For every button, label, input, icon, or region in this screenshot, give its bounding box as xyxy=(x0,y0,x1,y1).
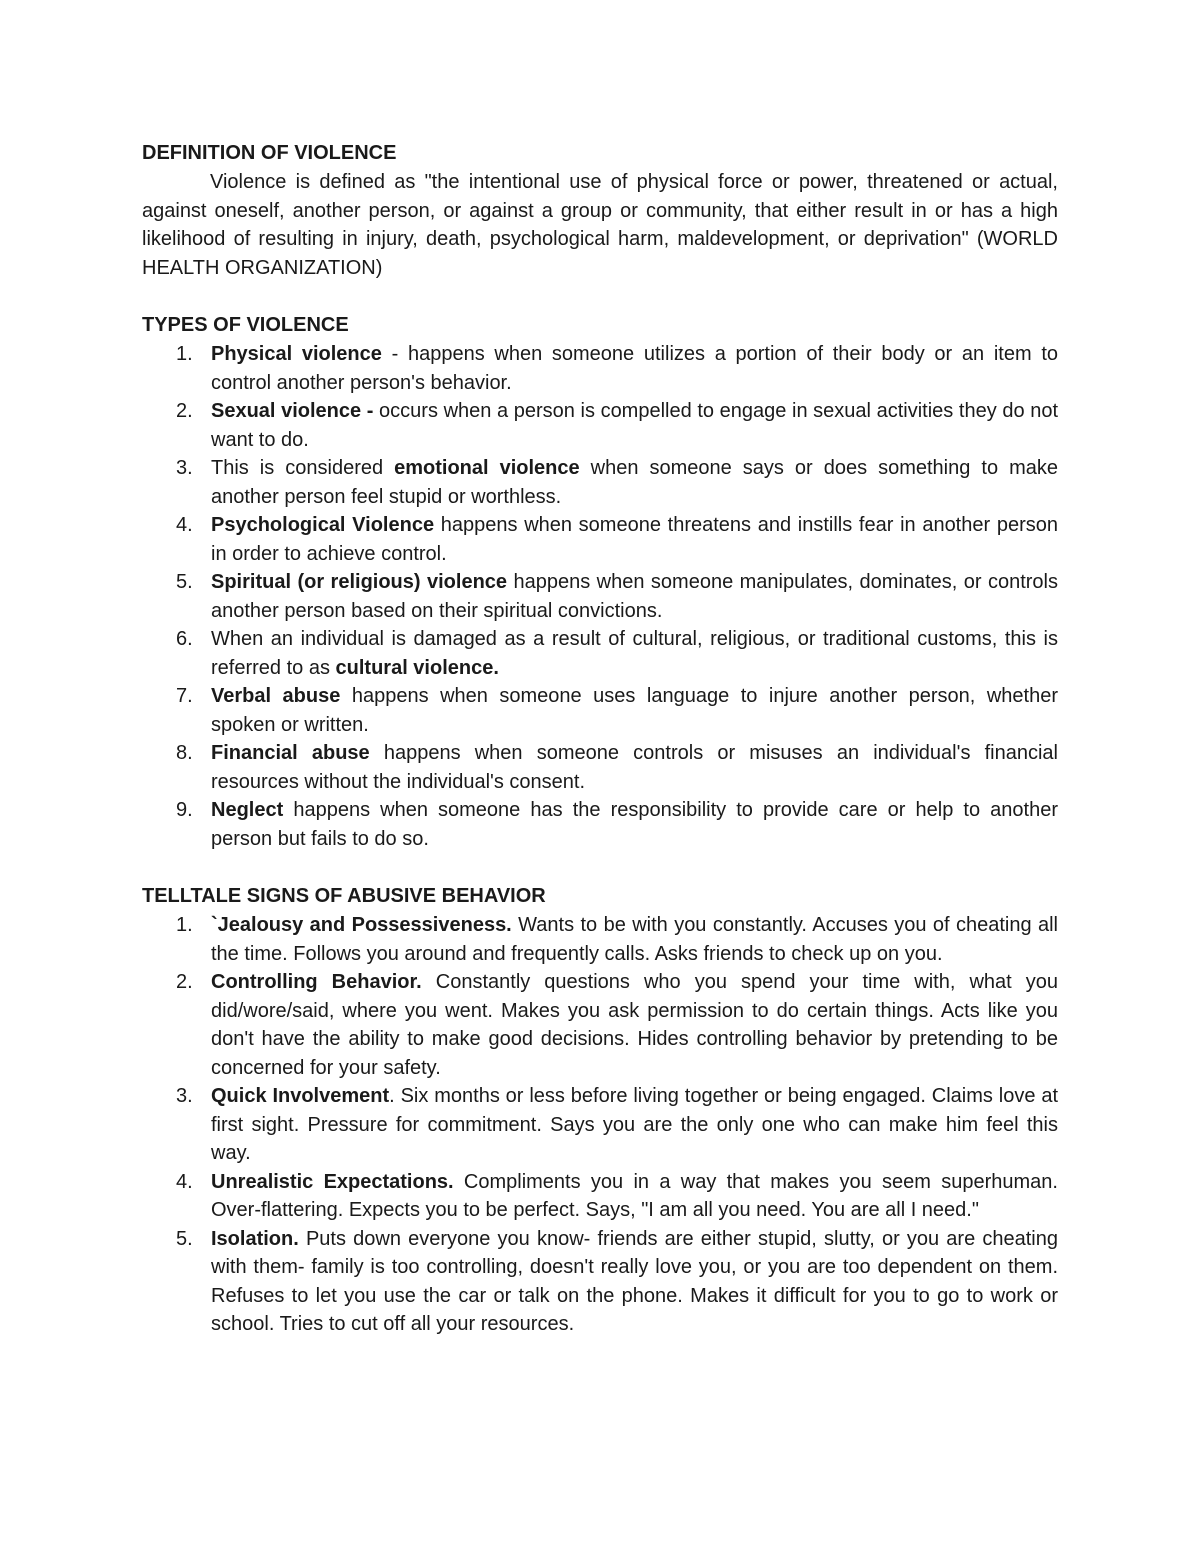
list-term: Controlling Behavior. xyxy=(211,971,422,993)
section-gap xyxy=(142,282,1058,310)
list-text-post: . Six months or less before living together or being engaged. Claims love at first sight. Pressure for commitment. Says you are the only one who can make him feel this way. xyxy=(211,1085,1058,1164)
list-item xyxy=(142,1225,1058,1339)
list-number: 1. xyxy=(176,343,193,365)
list-number: 2. xyxy=(176,400,193,422)
list-term: Verbal abuse xyxy=(211,685,341,707)
list-term: Financial abuse xyxy=(211,742,370,764)
list-term: cultural violence. xyxy=(335,656,499,679)
list-term: Spiritual (or religious) violence xyxy=(211,571,508,593)
list-number: 5. xyxy=(176,1227,193,1250)
list-term: Unrealistic Expectations. xyxy=(211,1170,454,1193)
definition-paragraph: Violence is defined as "the intentional use of physical force or power, threatened or actual, against oneself, another person, or against a group or community, that either result in or has a high likelihood of resulting in injury, death, psychological harm, maldevelopment, or deprivation" (WORLD HEALTH ORGANIZATION) xyxy=(142,171,1058,279)
signs-list xyxy=(142,911,1058,1339)
list-item xyxy=(142,1082,1058,1168)
list-term: Psychological Violence xyxy=(211,514,435,536)
list-number: 7. xyxy=(176,685,193,707)
list-term: Isolation. xyxy=(211,1227,299,1250)
list-number: 8. xyxy=(176,742,193,764)
list-text-post: - happens when someone utilizes a portion of their body or an item to control another person's behavior. xyxy=(211,343,1058,394)
list-number: 6. xyxy=(176,628,193,650)
section-gap xyxy=(142,853,1058,881)
list-item xyxy=(142,397,1058,454)
list-number: 1. xyxy=(176,914,193,936)
list-text-post: happens when someone threatens and instills fear in another person in order to achieve control. xyxy=(211,514,1058,565)
list-item xyxy=(142,340,1058,397)
list-number: 4. xyxy=(176,514,193,536)
list-number: 3. xyxy=(176,1085,193,1107)
list-text-post: occurs when a person is compelled to engage in sexual activities they do not want to do. xyxy=(211,400,1058,451)
list-number: 4. xyxy=(176,1170,193,1193)
list-text-post: Wants to be with you constantly. Accuses you of cheating all the time. Follows you around and frequently calls. Asks friends to check up on you. xyxy=(211,914,1058,965)
list-text-post: Compliments you in a way that makes you seem superhuman. Over-flattering. Expects you to be perfect. Says, "I am all you need. You are all I need." xyxy=(211,1170,1058,1221)
list-text-post: happens when someone controls or misuses an individual's financial resources without the individual's consent. xyxy=(211,742,1058,793)
list-number: 3. xyxy=(176,457,193,479)
list-item xyxy=(142,796,1058,853)
list-text-post: happens when someone uses language to injure another person, whether spoken or written. xyxy=(211,685,1058,736)
list-term: Sexual violence - xyxy=(211,400,374,422)
list-number: 2. xyxy=(176,971,193,993)
list-text-pre: This is considered xyxy=(211,457,395,479)
list-item xyxy=(142,454,1058,511)
list-text-post: happens when someone has the responsibility to provide care or help to another person but fails to do so. xyxy=(211,799,1058,850)
list-text-post: Puts down everyone you know- friends are either stupid, slutty, or you are cheating with them- family is too controlling, doesn't really love you, or you are too dependent on them. Refuses to let you use the car or talk on the phone. Makes it difficult for you to go to work or school. Tries to cut off all your resources. xyxy=(211,1227,1058,1335)
list-text-post: Constantly questions who you spend your time with, what you did/wore/said, where you went. Makes you ask permission to do certain things. Acts like you don't have the ability to make good decisions. Hides controlling behavior by pretending to be concerned for your safety. xyxy=(211,971,1058,1079)
list-item xyxy=(142,911,1058,968)
list-text-post: happens when someone manipulates, dominates, or controls another person based on their spiritual convictions. xyxy=(211,571,1059,622)
list-term: Physical violence xyxy=(211,343,382,365)
list-item xyxy=(142,682,1058,739)
list-term: emotional violence xyxy=(394,457,580,479)
list-item xyxy=(142,1168,1058,1225)
list-term: `Jealousy and Possessiveness. xyxy=(211,914,512,936)
list-text-post: when someone says or does something to make another person feel stupid or worthless. xyxy=(211,457,1058,508)
list-item xyxy=(142,625,1058,682)
list-item xyxy=(142,739,1058,796)
list-number: 9. xyxy=(176,799,193,821)
list-text-pre: When an individual is damaged as a result of cultural, religious, or traditional customs, this is referred to as xyxy=(211,628,1058,679)
types-heading: TYPES OF VIOLENCE xyxy=(142,314,349,336)
signs-heading: TELLTALE SIGNS OF ABUSIVE BEHAVIOR xyxy=(142,885,546,907)
list-item xyxy=(142,968,1058,1082)
list-item xyxy=(142,568,1058,625)
definition-heading: DEFINITION OF VIOLENCE xyxy=(142,142,397,164)
list-number: 5. xyxy=(176,571,193,593)
list-term: Quick Involvement xyxy=(211,1085,390,1107)
list-term: Neglect xyxy=(211,799,284,821)
list-item xyxy=(142,511,1058,568)
types-list xyxy=(142,340,1058,853)
